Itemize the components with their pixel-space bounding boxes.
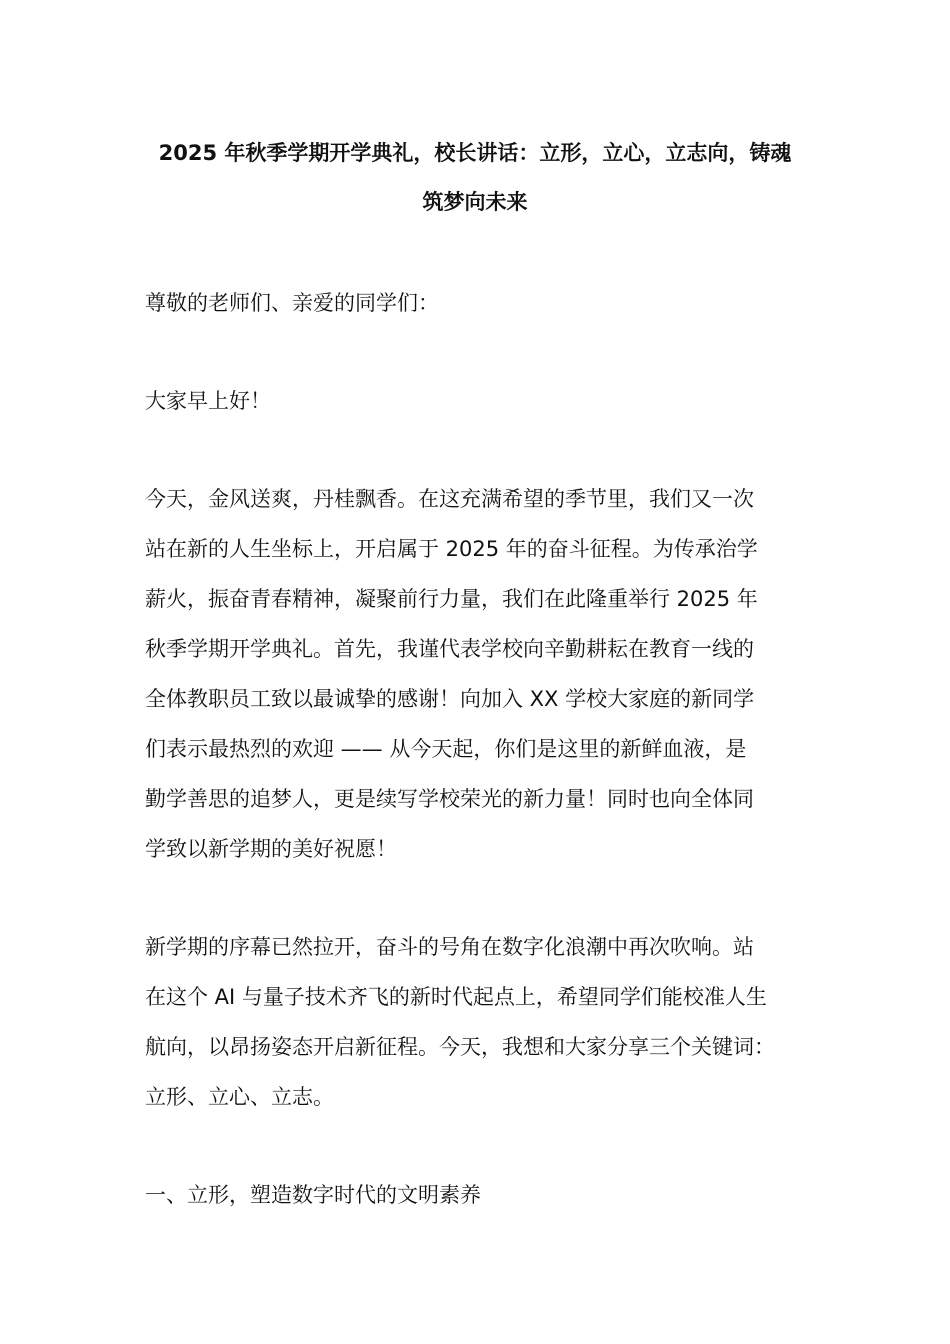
paragraph-line: 新学期的序幕已然拉开，奋斗的号角在数字化浪潮中再次吹响。站 [145, 935, 754, 959]
paragraph-line: 今天，金风送爽，丹桂飘香。在这充满希望的季节里，我们又一次 [145, 487, 754, 511]
paragraph-line: 们表示最热烈的欢迎 —— 从今天起，你们是这里的新鲜血液，是 [145, 737, 747, 761]
paragraph-line: 薪火，振奋青春精神，凝聚前行力量，我们在此隆重举行 2025 年 [145, 587, 758, 611]
greeting: 大家早上好！ [145, 389, 271, 413]
section-heading: 一、立形，塑造数字时代的文明素养 [145, 1183, 481, 1207]
paragraph-line: 全体教职员工致以最诚挚的感谢！向加入 XX 学校大家庭的新同学 [145, 687, 755, 711]
document-title-line-2: 筑梦向未来 [422, 190, 528, 214]
paragraph-line: 航向，以昂扬姿态开启新征程。今天，我想和大家分享三个关键词： [145, 1035, 775, 1059]
paragraph-line: 在这个 AI 与量子技术齐飞的新时代起点上，希望同学们能校准人生 [145, 985, 767, 1009]
document-title-line-1: 2025 年秋季学期开学典礼，校长讲话：立形，立心，立志向，铸魂 [158, 141, 792, 165]
salutation: 尊敬的老师们、亲爱的同学们： [145, 291, 439, 315]
paragraph-line: 站在新的人生坐标上，开启属于 2025 年的奋斗征程。为传承治学 [145, 537, 758, 561]
paragraph-line: 立形、立心、立志。 [145, 1085, 334, 1109]
paragraph-line: 学致以新学期的美好祝愿！ [145, 837, 397, 861]
paragraph-line: 秋季学期开学典礼。首先，我谨代表学校向辛勤耕耘在教育一线的 [145, 637, 754, 661]
paragraph-line: 勤学善思的追梦人，更是续写学校荣光的新力量！同时也向全体同 [145, 787, 754, 811]
